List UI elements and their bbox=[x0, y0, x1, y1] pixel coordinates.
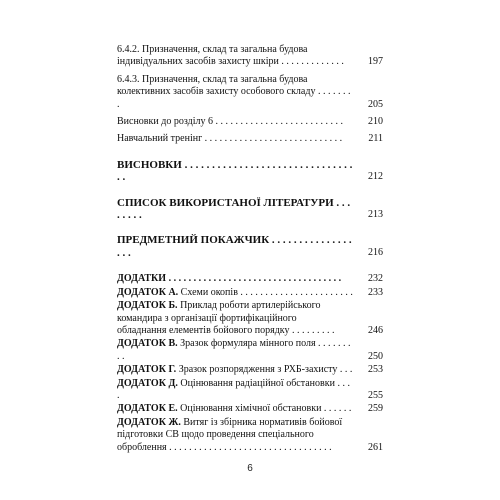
appendix-label: ДОДАТОК В. bbox=[117, 338, 178, 350]
toc-entry-page: 211 bbox=[368, 133, 383, 145]
toc-entry-text bbox=[117, 287, 353, 299]
toc-entry-title: ДОДАТКИ . . . . . . . . . . . . . . . . . . . . . . . . . . . . . . . . . . . bbox=[117, 273, 342, 285]
toc-entry-appendix-a bbox=[117, 287, 387, 299]
toc-entry-title: Оцінювання радіаційної обстановки . . . . bbox=[117, 377, 350, 401]
toc-entry-subject-index bbox=[117, 234, 387, 259]
toc-entry-text bbox=[117, 364, 353, 376]
toc-entry-references bbox=[117, 197, 387, 222]
toc-entry-appendix-h bbox=[117, 364, 387, 376]
toc-entry-title: ВИСНОВКИ . . . . . . . . . . . . . . . . . . . . . . . . . . . . . . . . . bbox=[117, 158, 353, 184]
toc-entry-conclusions bbox=[117, 159, 387, 184]
table-of-contents bbox=[117, 44, 387, 454]
toc-entry-page: 255 bbox=[368, 389, 383, 401]
toc-entry-title: СПИСОК ВИКОРИСТАНОЇ ЛІТЕРАТУРИ . . . . . . . . bbox=[117, 196, 351, 222]
toc-entry-page: 210 bbox=[368, 116, 383, 128]
toc-entry-text bbox=[117, 417, 353, 454]
toc-entry-text bbox=[117, 300, 353, 337]
toc-entry-title: 6.4.3. Призначення, склад та загальна будова колективних засобів захисту особового складу . . . . . . . . bbox=[117, 73, 351, 110]
toc-entry-title: Зразок розпорядження з РХБ-захисту . . . bbox=[176, 364, 353, 376]
toc-entry-page: 212 bbox=[368, 171, 383, 183]
toc-entry-appendix-d bbox=[117, 378, 387, 403]
appendix-label: ДОДАТОК Б. bbox=[117, 300, 178, 312]
toc-entry-page: 253 bbox=[368, 364, 383, 376]
toc-entry-appendix-b bbox=[117, 300, 387, 337]
toc-entry-page: 216 bbox=[368, 246, 383, 258]
toc-entry-page: 213 bbox=[368, 209, 383, 221]
toc-entry-appendices bbox=[117, 273, 387, 285]
toc-entry-title: Приклад роботи артилерійського командира з організації фортифікаційного обладнання елементів бойового порядку . . . . . . . . . bbox=[117, 300, 335, 336]
toc-entry-appendix-e bbox=[117, 403, 387, 415]
toc-entry-training bbox=[117, 133, 387, 145]
appendix-label: ДОДАТОК Ж. bbox=[117, 416, 181, 428]
toc-entry-page: 261 bbox=[368, 441, 383, 453]
toc-entry-page: 259 bbox=[368, 403, 383, 415]
toc-entry-title: Зразок формуляра мінного поля . . . . . . . . . bbox=[117, 338, 351, 362]
appendix-label: ДОДАТОК Е. bbox=[117, 403, 178, 415]
toc-entry-6-4-3 bbox=[117, 74, 387, 111]
toc-entry-page: 205 bbox=[368, 98, 383, 110]
appendix-label: ДОДАТОК А. bbox=[117, 286, 179, 298]
toc-entry-text bbox=[117, 338, 353, 363]
page-number: 6 bbox=[247, 463, 253, 474]
toc-entry-6-4-2 bbox=[117, 44, 387, 69]
toc-entry-text bbox=[117, 403, 353, 415]
toc-entry-title: Схеми окопів . . . . . . . . . . . . . . . . . . . . . . . bbox=[178, 286, 353, 298]
toc-entry-appendix-zh bbox=[117, 417, 387, 454]
toc-entry-text bbox=[117, 378, 353, 403]
toc-entry-title: Висновки до розділу 6 . . . . . . . . . . . . . . . . . . . . . . . . . . bbox=[117, 116, 343, 128]
toc-entry-page: 232 bbox=[368, 273, 383, 285]
toc-entry-page: 250 bbox=[368, 350, 383, 362]
toc-entry-page: 233 bbox=[368, 286, 383, 298]
toc-entry-chapter6-conclusions bbox=[117, 116, 387, 128]
toc-entry-title: ПРЕДМЕТНИЙ ПОКАЖЧИК . . . . . . . . . . . . . . . . . . bbox=[117, 234, 352, 259]
toc-entry-appendix-v bbox=[117, 338, 387, 363]
toc-entry-title: Навчальний тренінг . . . . . . . . . . . . . . . . . . . . . . . . . . . . bbox=[117, 133, 343, 145]
toc-entry-title: Витяг із збірника нормативів бойової підготовки СВ щодо проведення спеціального оброблення . . . . . . . . . . . . . . . . . . . . . . . . . . . . . . . . . bbox=[117, 416, 343, 453]
appendix-label: ДОДАТОК Д. bbox=[117, 377, 178, 389]
toc-entry-title: 6.4.2. Призначення, склад та загальна будова індивідуальних засобів захисту шкіри . . . . . . . . . . . . . bbox=[117, 44, 344, 68]
appendix-label: ДОДАТОК Г. bbox=[117, 364, 177, 376]
toc-entry-title: Оцінювання хімічної обстановки . . . . . . bbox=[177, 403, 352, 415]
toc-entry-page: 197 bbox=[368, 56, 383, 68]
toc-entry-page: 246 bbox=[368, 324, 383, 336]
